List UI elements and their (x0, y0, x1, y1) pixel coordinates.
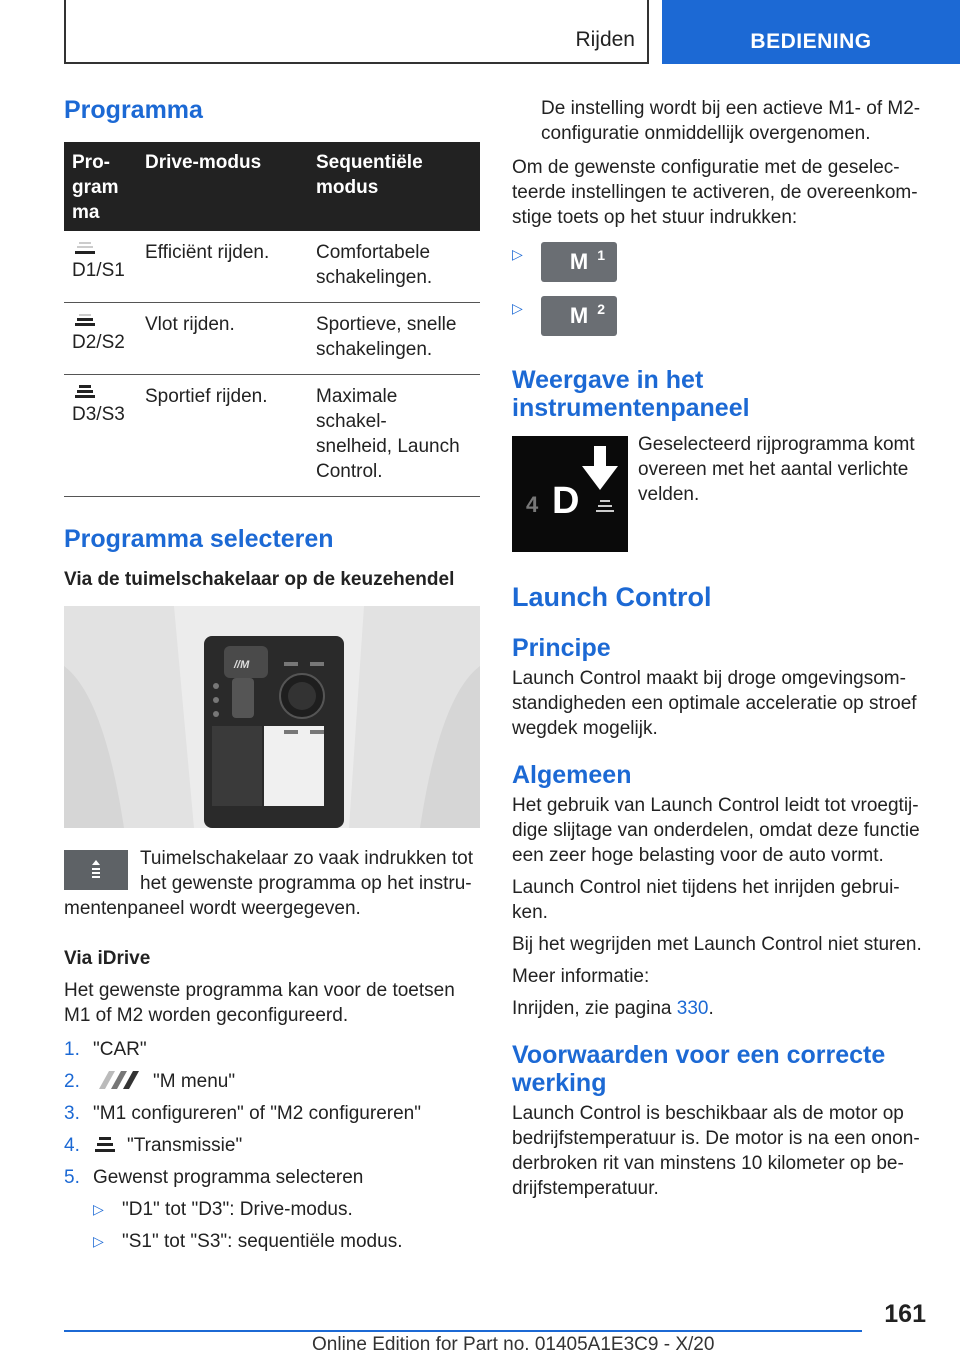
drive-mode-3-icon (73, 384, 97, 400)
list-item: ▷ "D1" tot "D3": Drive-modus. (93, 1199, 353, 1220)
launch-title: Launch Control (512, 582, 712, 612)
left-column (64, 96, 480, 1261)
drive-mode-1-icon (73, 240, 97, 256)
m1-row (512, 242, 930, 282)
table-cell-seq: Sportieve, snelle schakelingen. (308, 303, 480, 375)
triangle-bullet-icon: ▷ (512, 246, 523, 262)
right-column (512, 96, 930, 1201)
select-title: Programma selecteren (64, 525, 334, 553)
tuimel-button-image (64, 850, 128, 890)
list-item: 5. Gewenst programma selecteren (64, 1167, 364, 1188)
m1-button-image: M $^1$ (541, 242, 617, 282)
table-row (64, 375, 480, 497)
algemeen-p3: Bij het wegrijden met Launch Control niet sturen. (512, 934, 922, 955)
table-cell-prog (64, 231, 137, 303)
page-link-330[interactable]: 330 (676, 998, 709, 1019)
triangle-bullet-icon: ▷ (93, 1233, 104, 1249)
table-header-row (64, 142, 480, 231)
voorwaarden-title: Voorwaarden voor een correcte werking (512, 1041, 886, 1097)
rocker-switch-icon (88, 858, 104, 882)
table-row (64, 303, 480, 375)
program-bars-icon (596, 498, 614, 514)
triangle-bullet-icon: ▷ (93, 1201, 104, 1217)
m2-row (512, 296, 930, 336)
list-item: ▷ "S1" tot "S3": sequentiële modus. (93, 1231, 403, 1252)
table-cell-seq: Maximale schakel- snelheid, Launch Control. (308, 375, 480, 497)
principe-text: Launch Control maakt bij droge omgevingsom-standigheden een optimale acceleratie op stroef wegdek mogelijk. (512, 668, 917, 739)
svg-text://M: //M (234, 659, 250, 671)
list-item: 1. "CAR" (64, 1039, 147, 1060)
algemeen-p4: Meer informatie: (512, 966, 650, 987)
gear-selector-photo (64, 606, 480, 828)
tuimel-text-1: Tuimelschakelaar zo vaak indrukken tot het gewenste programma op het instru- (140, 848, 474, 894)
table-cell-seq: Comfortabele schakelingen. (308, 231, 480, 303)
weergave-block (512, 436, 930, 552)
voorwaarden-text: Launch Control is beschikbaar als de motor op bedrijfstemperatuur is. De motor is na een onon-derbroken rit van minstens 10 kilometer op be-drijfstemperatuur. (512, 1103, 920, 1199)
prog-label: D3/S3 (72, 404, 125, 425)
display-gear-number: 4 (526, 492, 539, 517)
page-number: 161 (884, 1300, 926, 1328)
prog-label: D1/S1 (72, 260, 125, 281)
table-cell-drive: Sportief rijden. (137, 375, 308, 497)
list-item: 3. "M1 configureren" of "M2 configureren" (64, 1103, 421, 1124)
algemeen-title: Algemeen (512, 761, 632, 789)
footer-edition: Online Edition for Part no. 01405A1E3C9 - X/20 (312, 1334, 715, 1355)
algemeen-p5: Inrijden, zie pagina 330. (512, 998, 714, 1019)
instrument-display-image (512, 436, 628, 552)
intro-indent: De instelling wordt bij een actieve M1- of M2-configuratie onmiddellijk overgenomen. (541, 98, 921, 144)
table-cell-drive: Efficiënt rijden. (137, 231, 308, 303)
header-tab (64, 0, 649, 64)
table-header-seq: Sequentiële modus (308, 142, 480, 231)
weergave-title: Weergave in het instrumentenpaneel (512, 366, 750, 422)
tuimel-block (64, 846, 480, 921)
arrow-down-icon (582, 446, 618, 490)
footer-divider (64, 1330, 862, 1332)
prog-label: D2/S2 (72, 332, 125, 353)
programma-table (64, 142, 480, 497)
steps-list (64, 1037, 480, 1190)
table-header-drive: Drive-modus (137, 142, 308, 231)
via-idrive-heading: Via iDrive (64, 948, 151, 969)
substeps-list (93, 1197, 480, 1254)
display-gear-letter: D (552, 480, 580, 522)
algemeen-p1: Het gebruik van Launch Control leidt tot vroegtij-dige slijtage van onderdelen, omdat deze functie een zeer hoge belasting voor de auto vormt. (512, 795, 920, 866)
tuimel-text-2: mentenpaneel wordt weergegeven. (64, 898, 361, 919)
header-chapter: Rijden (575, 28, 635, 51)
idrive-text: Het gewenste programma kan voor de toetsen M1 of M2 worden geconfigureerd. (64, 980, 455, 1026)
via-tuimel-heading: Via de tuimelschakelaar op de keuzehendel (64, 569, 455, 590)
table-cell-prog (64, 303, 137, 375)
table-row (64, 231, 480, 303)
table-cell-prog (64, 375, 137, 497)
list-item: 2. "M menu" (64, 1071, 236, 1092)
table-header-prog: Pro- gram ma (64, 142, 137, 231)
triangle-bullet-icon: ▷ (512, 300, 523, 316)
weergave-text: Geselecteerd rijprogramma komt overeen met het aantal verlichte velden. (638, 434, 915, 505)
header-section: BEDIENING (662, 0, 960, 64)
m-menu-icon (93, 1069, 143, 1091)
list-item: 4. "Transmissie" (64, 1135, 243, 1156)
algemeen-p2: Launch Control niet tijdens het inrijden gebrui-ken. (512, 877, 900, 923)
activate-text: Om de gewenste configuratie met de geselec-teerde instellingen te activeren, de overeenkom-stige toets op het stuur indrukken: (512, 157, 918, 228)
table-cell-drive: Vlot rijden. (137, 303, 308, 375)
m2-button-image: M $^2$ (541, 296, 617, 336)
drive-mode-2-icon (73, 312, 97, 328)
programma-title: Programma (64, 96, 203, 124)
transmission-icon (93, 1136, 117, 1154)
principe-title: Principe (512, 634, 611, 662)
